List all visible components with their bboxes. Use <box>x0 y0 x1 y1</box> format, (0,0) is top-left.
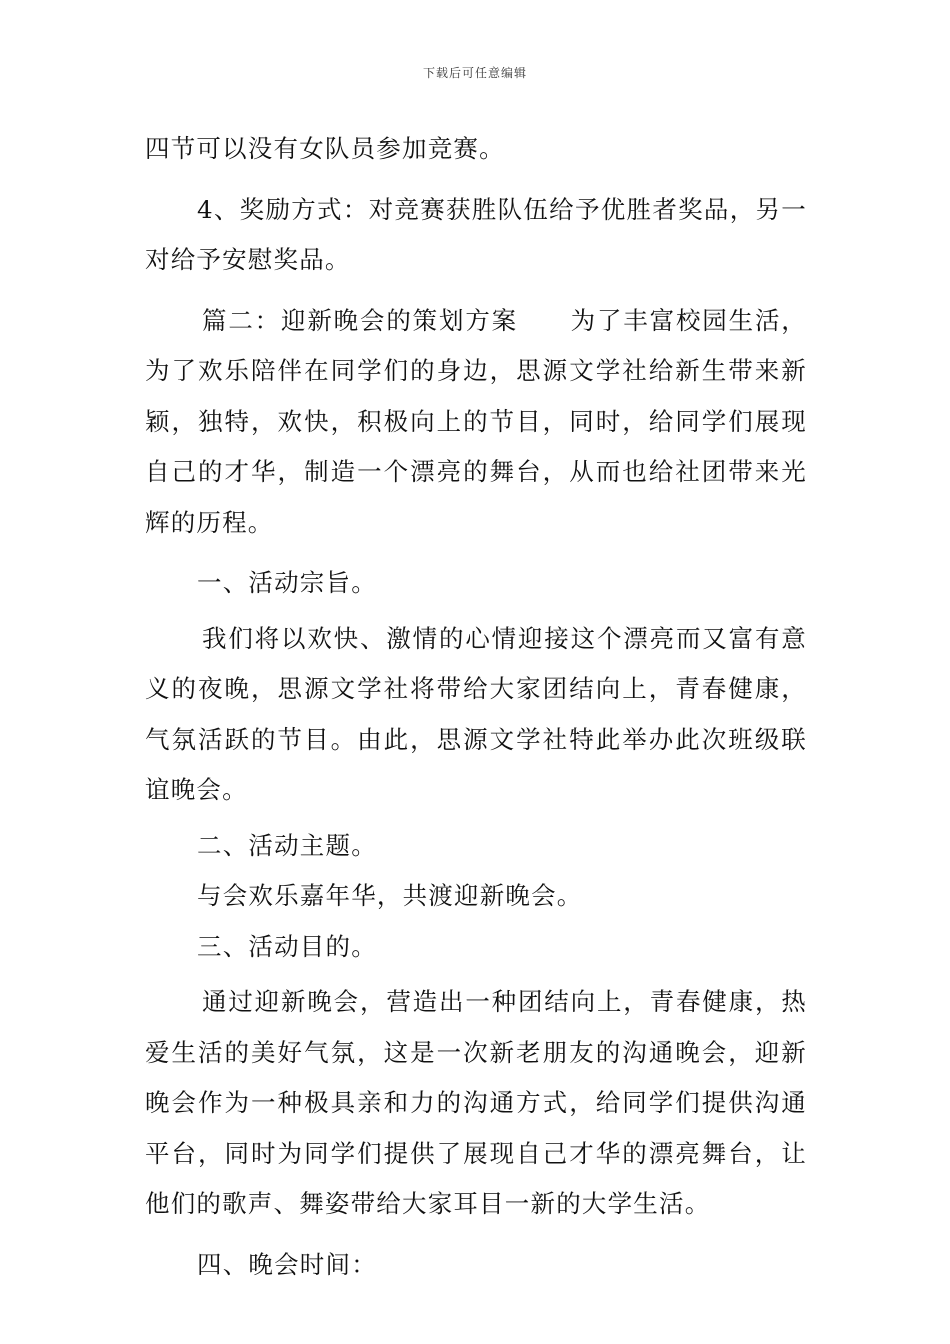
page-header: 下载后可任意编辑 <box>422 66 527 80</box>
paragraph-activity-theme: 与会欢乐嘉年华，共渡迎新晚会。 <box>197 881 583 910</box>
paragraph-part-two-intro: 篇二：迎新晚会的策划方案 为了丰富校园生活，为了欢乐陪伴在同学们的身边，思源文学社给新生带来新颖，独特，欢快，积极向上的节目，同时，给同学们展现自己的才华，制造一个漂亮的舞台，从而也给社团带来光辉的历程。 <box>145 305 807 537</box>
paragraph-continuation: 四节可以没有女队员参加竞赛。 <box>145 134 505 163</box>
document-body <box>145 124 807 1290</box>
paragraph-activity-purpose: 我们将以欢快、激情的心情迎接这个漂亮而又富有意义的夜晚，思源文学社将带给大家团结向上，青春健康，气氛活跃的节目。由此，思源文学社特此举办此次班级联谊晚会。 <box>145 623 807 804</box>
heading-activity-goal: 三、活动目的。 <box>197 931 377 961</box>
heading-activity-purpose: 一、活动宗旨。 <box>197 568 377 597</box>
heading-activity-theme: 二、活动主题。 <box>197 830 377 860</box>
paragraph-reward-method: 4、奖励方式：对竞赛获胜队伍给予优胜者奖品，另一对给予安慰奖品。 <box>145 194 807 274</box>
paragraph-activity-goal: 通过迎新晚会，营造出一种团结向上，青春健康，热爱生活的美好气氛，这是一次新老朋友的沟通晚会，迎新晚会作为一种极具亲和力的沟通方式，给同学们提供沟通平台，同时为同学们提供了展现自己才华的漂亮舞台，让他们的歌声、舞姿带给大家耳目一新的大学生活。 <box>145 987 807 1218</box>
heading-party-time: 四、晚会时间： <box>197 1249 377 1279</box>
